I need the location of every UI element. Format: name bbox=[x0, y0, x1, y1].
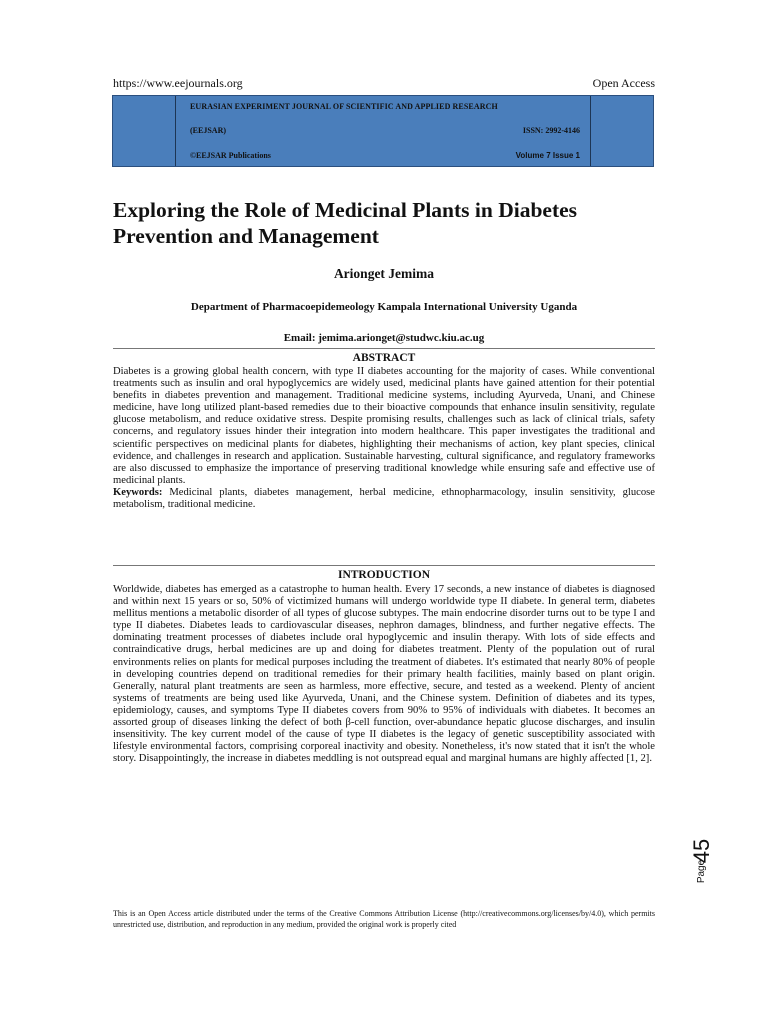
abstract-body bbox=[113, 366, 655, 511]
author-email[interactable]: Email: jemima.arionget@studwc.kiu.ac.ug bbox=[283, 332, 485, 344]
volume-issue: Volume 7 Issue 1 bbox=[515, 151, 580, 160]
open-access-label: Open Access bbox=[592, 76, 655, 90]
divider bbox=[113, 348, 655, 349]
page-number-label: Page bbox=[696, 859, 708, 884]
divider bbox=[113, 565, 655, 566]
introduction-body: Worldwide, diabetes has emerged as a catastrophe to human health. Every 17 seconds, a new instance of diabetes is diagnosed and within next 15 years or so, 50% of victimized humans will undergo worldwide type II diabete. In general term, diabetes mellitus mentions a metabolic disorder of all types of glucose subtypes. The main endocrine disorder turns out to be type I and type II diabetes. Diabetes leads to cardiovascular diseases, nephron damages, blindness, and further negative effects. The dominating treatment processes of diabetes include oral hypoglycemic and insulin therapy. With lots of side effects and contraindicative drugs, herbal medicines are up and doing for diabetes treatment. Plenty of the population out of rural environments relies on plants for medical purposes including the treatment of diabetes. It's estimated that nearly 80% of people in developing countries depend on traditional remedies for their primary health facilities, mainly based on plant origin. Generally, natural plant treatments are seen as harmless, more effective, secure, and tested as a weekend. Plenty of ancient systems of treatments are being used like Ayurveda, Unani, and the Chinese system. Definition of diabetes and its types, epidemiology, causes, and symptoms Type II diabetes covers from 90% to 95% of individuals with diabetes. It becomes an assorted group of diseases linking the defect of both β-cell function, over-abundance hepatic glucose discharges, and insulin insensitivity. The key current model of the cause of type II diabetes is the legacy of genetic susceptibility associated with lifestyle environmental factors, comprising corporeal inactivity and obesity. Nonetheless, it's now stated that it isn't the whole story. Disappointingly, the increase in diabetes meddling is not outspread equal and marginal humans are highly affected [1, 2]. bbox=[113, 584, 655, 765]
introduction-heading: INTRODUCTION bbox=[337, 569, 430, 581]
paper-title: Exploring the Role of Medicinal Plants in Diabetes Prevention and Management bbox=[113, 198, 578, 248]
keywords-text: Medicinal plants, diabetes management, herbal medicine, ethnopharmacology, insulin sensitivity, glucose metabolism, traditional medicine. bbox=[113, 486, 655, 511]
abstract-heading: ABSTRACT bbox=[352, 352, 416, 364]
author-name: Arionget Jemima bbox=[333, 266, 435, 281]
abstract-text: Diabetes is a growing global health concern, with type II diabetes accounting for the majority of cases. While conventional treatments such as insulin and oral hypoglycemics are widely used, medicinal plants have gained attention for their potential benefits in diabetes prevention and management. Traditional medicine systems, including Ayurveda, Unani, and Chinese medicine, have long utilized plant-based remedies due to their bioactive compounds that enhance insulin sensitivity, regulate glucose metabolism, and reduce oxidative stress. Despite promising results, challenges such as lack of clinical trials, safety concerns, and regulatory issues hinder their integration into modern healthcare. This paper investigates the traditional and scientific perspectives on medicinal plants for diabetes, highlighting their mechanisms of action, key plant species, clinical evidence, and challenges in research and application. Sustainable harvesting, cultural significance, and regulatory frameworks are also discussed to emphasize the importance of preserving traditional knowledge while ensuring safe and effective use of medicinal plants. bbox=[113, 366, 655, 486]
page-number bbox=[689, 832, 722, 894]
journal-abbrev: (EEJSAR) bbox=[190, 126, 227, 135]
page-number-value: 45 bbox=[689, 838, 715, 864]
journal-banner bbox=[112, 95, 654, 167]
license-footer: This is an Open Access article distributed under the terms of the Creative Commons Attribution License (http://creativecommons.org/licenses/by/4.0), which permits unrestricted use, distribution, and reproduction in any medium, provided the original work is properly cited bbox=[113, 909, 655, 929]
journal-name: EURASIAN EXPERIMENT JOURNAL OF SCIENTIFIC AND APPLIED RESEARCH bbox=[190, 102, 498, 111]
journal-issn: ISSN: 2992-4146 bbox=[522, 126, 580, 135]
publisher: ©EEJSAR Publications bbox=[190, 151, 271, 160]
author-affiliation: Department of Pharmacoepidemeology Kampala International University Uganda bbox=[190, 301, 578, 313]
keywords-label: Keywords: bbox=[113, 486, 163, 498]
journal-url[interactable]: https://www.eejournals.org bbox=[113, 76, 243, 90]
banner-text-box bbox=[175, 96, 591, 166]
